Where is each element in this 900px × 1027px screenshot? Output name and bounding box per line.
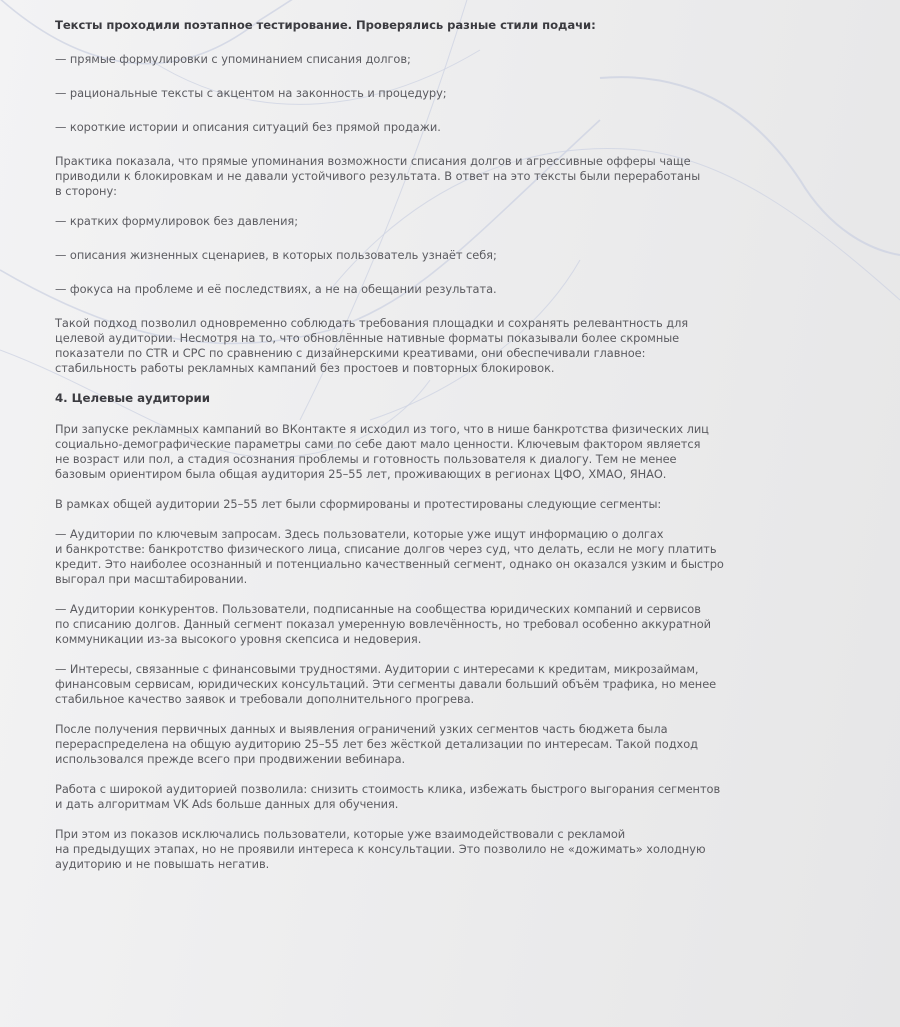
style-item-stories: — короткие истории и описания ситуаций без прямой продажи. — [55, 120, 441, 134]
broad-audience-paragraph — [55, 782, 885, 812]
segment-keywords — [55, 527, 885, 587]
exclusion-paragraph — [55, 827, 885, 872]
testing-intro-heading: Тексты проходили поэтапное тестирование. Проверялись разные стили подачи: — [55, 18, 596, 32]
text-line: стабильность работы рекламных кампаний без простоев и повторных блокировок. — [55, 361, 555, 375]
segments-intro: В рамках общей аудитории 25–55 лет были сформированы и протестированы следующие сегменты: — [55, 497, 662, 511]
style-item-direct: — прямые формулировки с упоминанием списания долгов; — [55, 52, 411, 66]
article-body — [55, 18, 885, 887]
rework-item-scenarios: — описания жизненных сценариев, в которых пользователь узнаёт себя; — [55, 248, 497, 262]
text-line: Работа с широкой аудиторией позволила: снизить стоимость клика, избежать быстрого выгорания сегментов — [55, 782, 721, 796]
text-line: выгорал при масштабировании. — [55, 572, 248, 586]
text-line: по списанию долгов. Данный сегмент показал умеренную вовлечённость, но требовал особенно аккуратной — [55, 617, 712, 631]
launch-paragraph — [55, 422, 885, 482]
text-line: базовым ориентиром была общая аудитория 25–55 лет, проживающих в регионах ЦФО, ХМАО, ЯНАО. — [55, 467, 667, 481]
text-line: коммуникации из-за высокого уровня скепсиса и недоверия. — [55, 632, 422, 646]
text-line: на предыдущих этапах, но не проявили интереса к консультации. Это позволило не «дожимать» холодную — [55, 842, 706, 856]
rework-item-focus: — фокуса на проблеме и её последствиях, а не на обещании результата. — [55, 282, 497, 296]
text-line: Такой подход позволил одновременно соблюдать требования площадки и сохранять релевантность для — [55, 316, 689, 330]
text-line: стабильное качество заявок и требовали дополнительного прогрева. — [55, 692, 475, 706]
section-heading-target-audiences: 4. Целевые аудитории — [55, 391, 210, 405]
text-line: использовался прежде всего при продвижении вебинара. — [55, 752, 406, 766]
text-line: кредит. Это наиболее осознанный и потенциально качественный сегмент, однако он оказался узким и быстро — [55, 557, 724, 571]
text-line: — Аудитории конкурентов. Пользователи, подписанные на сообщества юридических компаний и сервисов — [55, 602, 701, 616]
text-line: При этом из показов исключались пользователи, которые уже взаимодействовали с рекламой — [55, 827, 626, 841]
practice-paragraph — [55, 154, 885, 199]
text-line: — Аудитории по ключевым запросам. Здесь пользователи, которые уже ищут информацию о долгах — [55, 527, 664, 541]
text-line: целевой аудитории. Несмотря на то, что обновлённые нативные форматы показывали более скромные — [55, 331, 680, 345]
text-line: в сторону: — [55, 184, 117, 198]
text-line: не возраст или пол, а стадия осознания проблемы и готовность пользователя к диалогу. Тем не менее — [55, 452, 677, 466]
text-line: финансовым сервисам, юридических консультаций. Эти сегменты давали больший объём трафика, но менее — [55, 677, 717, 691]
approach-paragraph — [55, 316, 885, 376]
style-item-rational: — рациональные тексты с акцентом на законность и процедуру; — [55, 86, 447, 100]
rework-item-short: — кратких формулировок без давления; — [55, 214, 299, 228]
text-line: перераспределена на общую аудиторию 25–55 лет без жёсткой детализации по интересам. Такой подход — [55, 737, 698, 751]
text-line: и дать алгоритмам VK Ads больше данных для обучения. — [55, 797, 399, 811]
segment-competitors — [55, 602, 885, 647]
text-line: социально-демографические параметры сами по себе дают мало ценности. Ключевым фактором является — [55, 437, 701, 451]
text-line: приводили к блокировкам и не давали устойчивого результата. В ответ на это тексты были переработаны — [55, 169, 701, 183]
text-line: показатели по CTR и CPC по сравнению с дизайнерскими креативами, они обеспечивали главное: — [55, 346, 646, 360]
text-line: аудиторию и не повышать негатив. — [55, 857, 270, 871]
text-line: Практика показала, что прямые упоминания возможности списания долгов и агрессивные офферы чаще — [55, 154, 691, 168]
redistribution-paragraph — [55, 722, 885, 767]
text-line: — Интересы, связанные с финансовыми трудностями. Аудитории с интересами к кредитам, микрозаймам, — [55, 662, 699, 676]
segment-financial-interests — [55, 662, 885, 707]
text-line: После получения первичных данных и выявления ограничений узких сегментов часть бюджета была — [55, 722, 668, 736]
text-line: При запуске рекламных кампаний во ВКонтакте я исходил из того, что в нише банкротства физических лиц — [55, 422, 709, 436]
text-line: и банкротстве: банкротство физического лица, списание долгов через суд, что делать, если не могу платить — [55, 542, 717, 556]
